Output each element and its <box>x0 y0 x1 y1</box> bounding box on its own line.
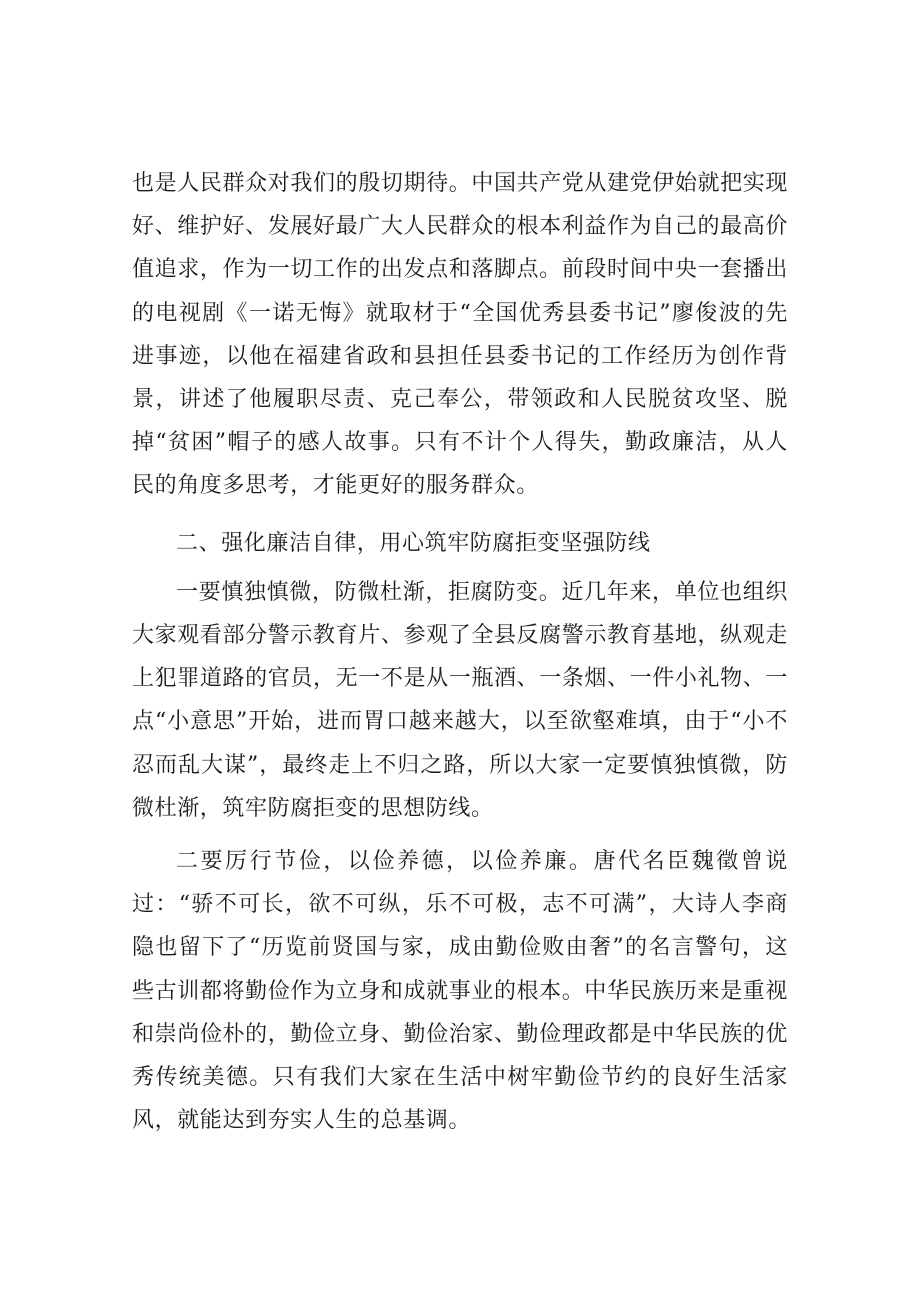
body-paragraph: 一要慎独慎微，防微杜渐，拒腐防变。近几年来，单位也组织大家观看部分警示教育片、参观了全县反腐警示教育基地，纵观走上犯罪道路的官员，无一不是从一瓶酒、一条烟、一件小礼物、一点“小意思”开始，进而胃口越来越大，以至欲壑难填，由于“小不忍而乱大谋”，最终走上不归之路，所以大家一定要慎独慎微，防微杜渐，筑牢防腐拒变的思想防线。 <box>132 579 788 821</box>
body-paragraph-continuation: 也是人民群众对我们的殷切期待。中国共产党从建党伊始就把实现好、维护好、发展好最广大人民群众的根本利益作为自己的最高价值追求，作为一切工作的出发点和落脚点。前段时间中央一套播出的电视剧《一诺无悔》就取材于“全国优秀县委书记”廖俊波的先进事迹，以他在福建省政和县担任县委书记的工作经历为创作背景，讲述了他履职尽责、克己奉公，带领政和人民脱贫攻坚、脱掉“贫困”帽子的感人故事。只有不计个人得失，勤政廉洁，从人民的角度多思考，才能更好的服务群众。 <box>132 171 788 499</box>
body-paragraph: 二要厉行节俭，以俭养德，以俭养廉。唐代名臣魏徵曾说过：“骄不可长，欲不可纵，乐不可极，志不可满”，大诗人李商隐也留下了“历览前贤国与家，成由勤俭败由奢”的名言警句，这些古训都将勤俭作为立身和成就事业的根本。中华民族历来是重视和崇尚俭朴的，勤俭立身、勤俭治家、勤俭理政都是中华民族的优秀传统美德。只有我们大家在生活中树牢勤俭节约的良好生活家风，就能达到夯实人生的总基调。 <box>132 849 788 1134</box>
section-heading: 二、强化廉洁自律，用心筑牢防腐拒变坚强防线 <box>176 530 651 556</box>
document-body <box>132 162 788 1142</box>
